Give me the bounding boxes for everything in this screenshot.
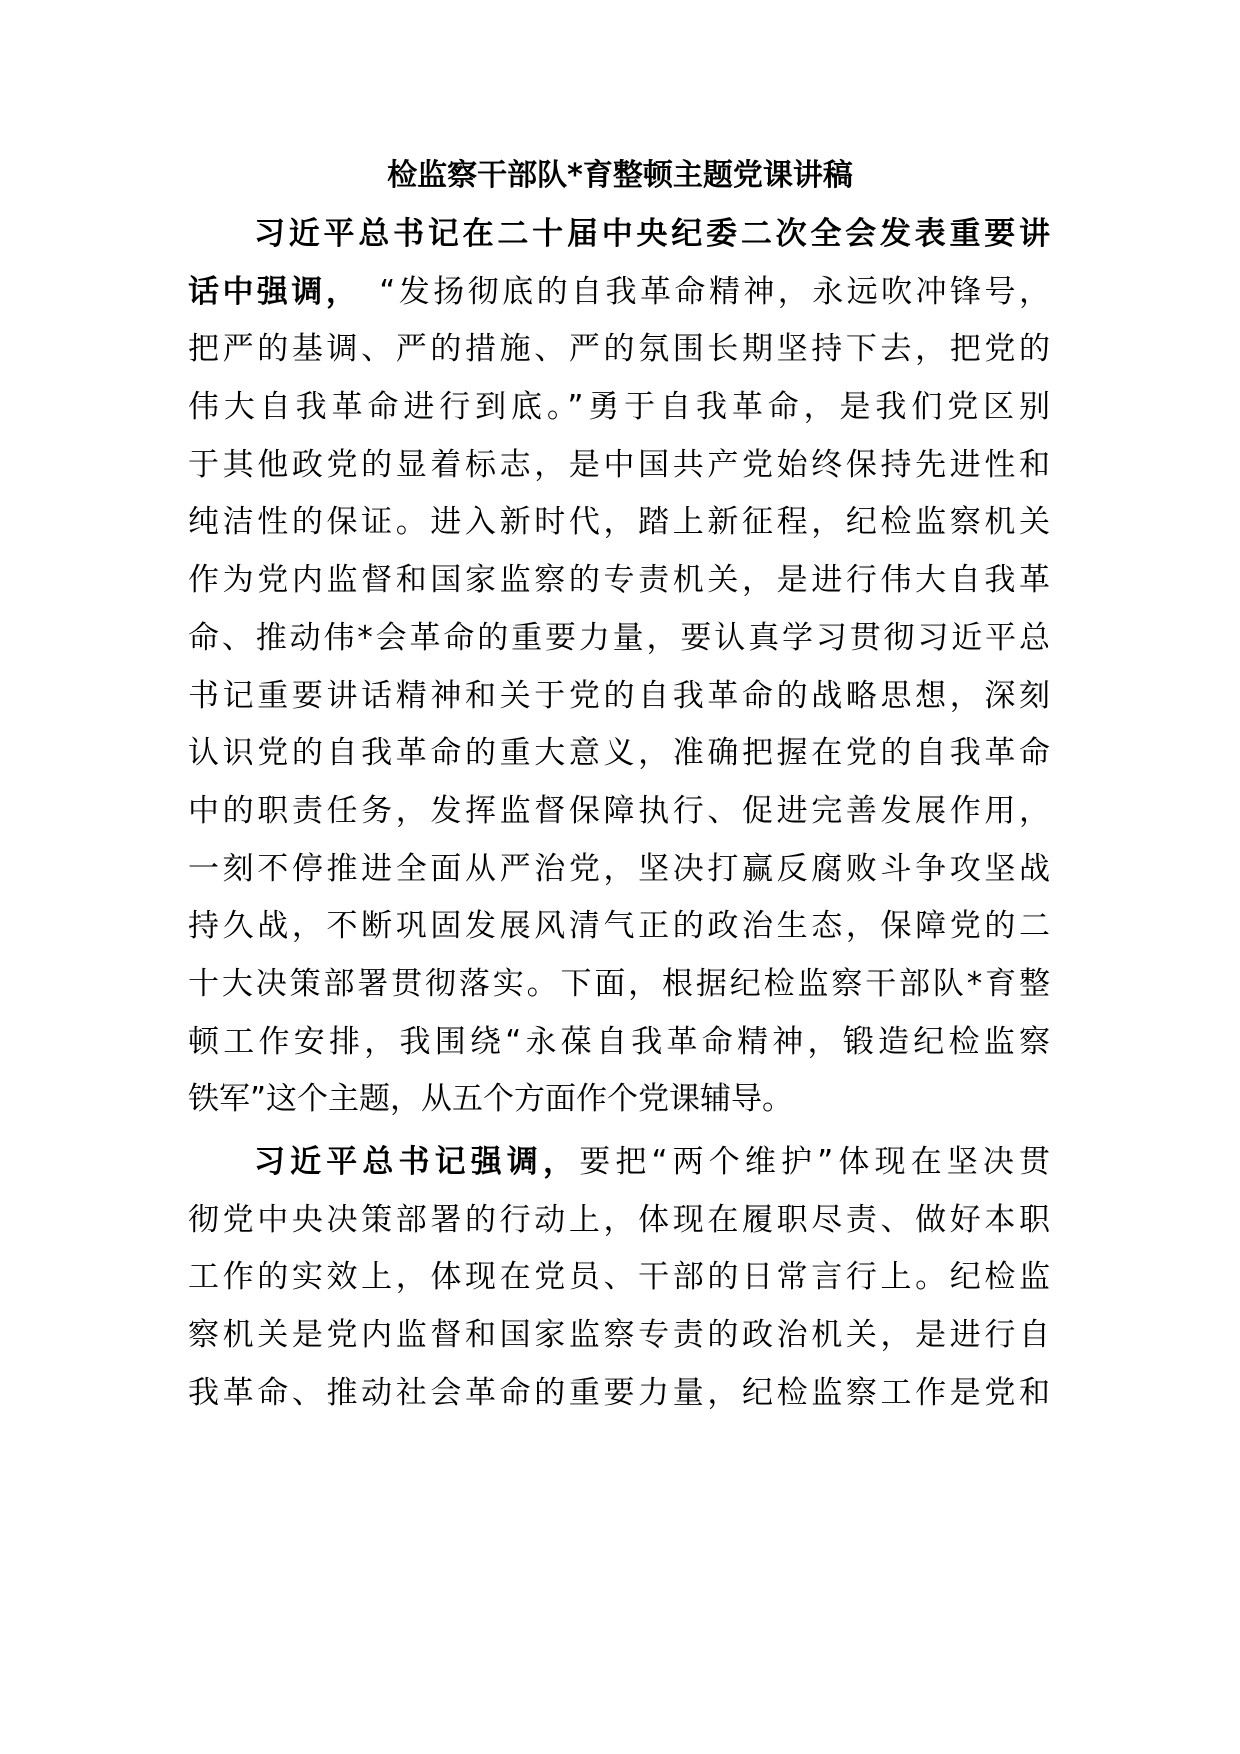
text-line [188,321,1050,379]
body-text: 把严的基调、严的措施、严的氛围长期坚持下去，把党的 [188,331,1050,368]
body-text: 书记重要讲话精神和关于党的自我革命的战略思想，深刻 [188,677,1050,714]
text-line [188,1134,1050,1192]
text-line [188,1192,1050,1250]
text-line [188,956,1050,1014]
text-line [188,1365,1050,1423]
body-text: 命、推动伟*会革命的重要力量，要认真学习贯彻习近平总 [188,619,1050,656]
body-text: 认识党的自我革命的重大意义，准确把握在党的自我革命 [188,735,1050,772]
body-text: “发扬彻底的自我革命精神，永远吹冲锋号， [344,273,1051,310]
text-line [188,264,1050,322]
body-text: 工作的实效上，体现在党员、干部的日常言行上。纪检监 [188,1259,1050,1296]
text-line [188,494,1050,552]
body-text: 十大决策部署贯彻落实。下面，根据纪检监察干部队*育整 [188,965,1050,1002]
text-line [188,379,1050,437]
text-line [188,783,1050,841]
text-line [188,610,1050,668]
text-line [188,1307,1050,1365]
text-line [188,552,1050,610]
bold-text: 习近平总书记强调， [254,1144,580,1180]
text-line [188,1014,1050,1072]
text-line [188,206,1050,264]
text-line [188,437,1050,495]
text-line [188,898,1050,956]
body-text: 要把“两个维护”体现在坚决贯 [579,1144,1051,1180]
body-text: 我革命、推动社会革命的重要力量，纪检监察工作是党和 [188,1374,1050,1411]
text-line [188,668,1050,726]
body-text: 中的职责任务，发挥监督保障执行、促进完善发展作用， [188,792,1050,829]
text-line [188,1249,1050,1307]
body-text: 于其他政党的显着标志，是中国共产党始终保持先进性和 [188,446,1050,483]
bold-text: 习近平总书记在二十届中央纪委二次全会发表重要讲 [254,216,1050,252]
body-text: 察机关是党内监督和国家监察专责的政治机关，是进行自 [188,1317,1050,1354]
body-text: 一刻不停推进全面从严治党，坚决打赢反腐败斗争攻坚战 [188,850,1050,887]
body-text: 顿工作安排，我围绕“永葆自我革命精神，锻造纪检监察 [188,1023,1050,1060]
paragraph-2 [188,1134,1050,1422]
body-text: 作为党内监督和国家监察的专责机关，是进行伟大自我革 [188,562,1050,599]
bold-text: 话中强调， [188,273,345,310]
body-text: 彻党中央决策部署的行动上，体现在履职尽责、做好本职 [188,1201,1050,1238]
body-text: 铁军”这个主题，从五个方面作个党课辅导。 [188,1081,794,1118]
body-text: 伟大自我革命进行到底。”勇于自我革命，是我们党区别 [188,389,1050,426]
paragraph-1 [188,206,1050,1129]
body-text: 纯洁性的保证。进入新时代，踏上新征程，纪检监察机关 [188,504,1050,541]
body-text: 持久战，不断巩固发展风清气正的政治生态，保障党的二 [188,908,1050,945]
text-line [188,725,1050,783]
text-line [188,1071,1050,1129]
document-title: 检监察干部队*育整顿主题党课讲稿 [387,158,853,193]
text-line [188,841,1050,899]
